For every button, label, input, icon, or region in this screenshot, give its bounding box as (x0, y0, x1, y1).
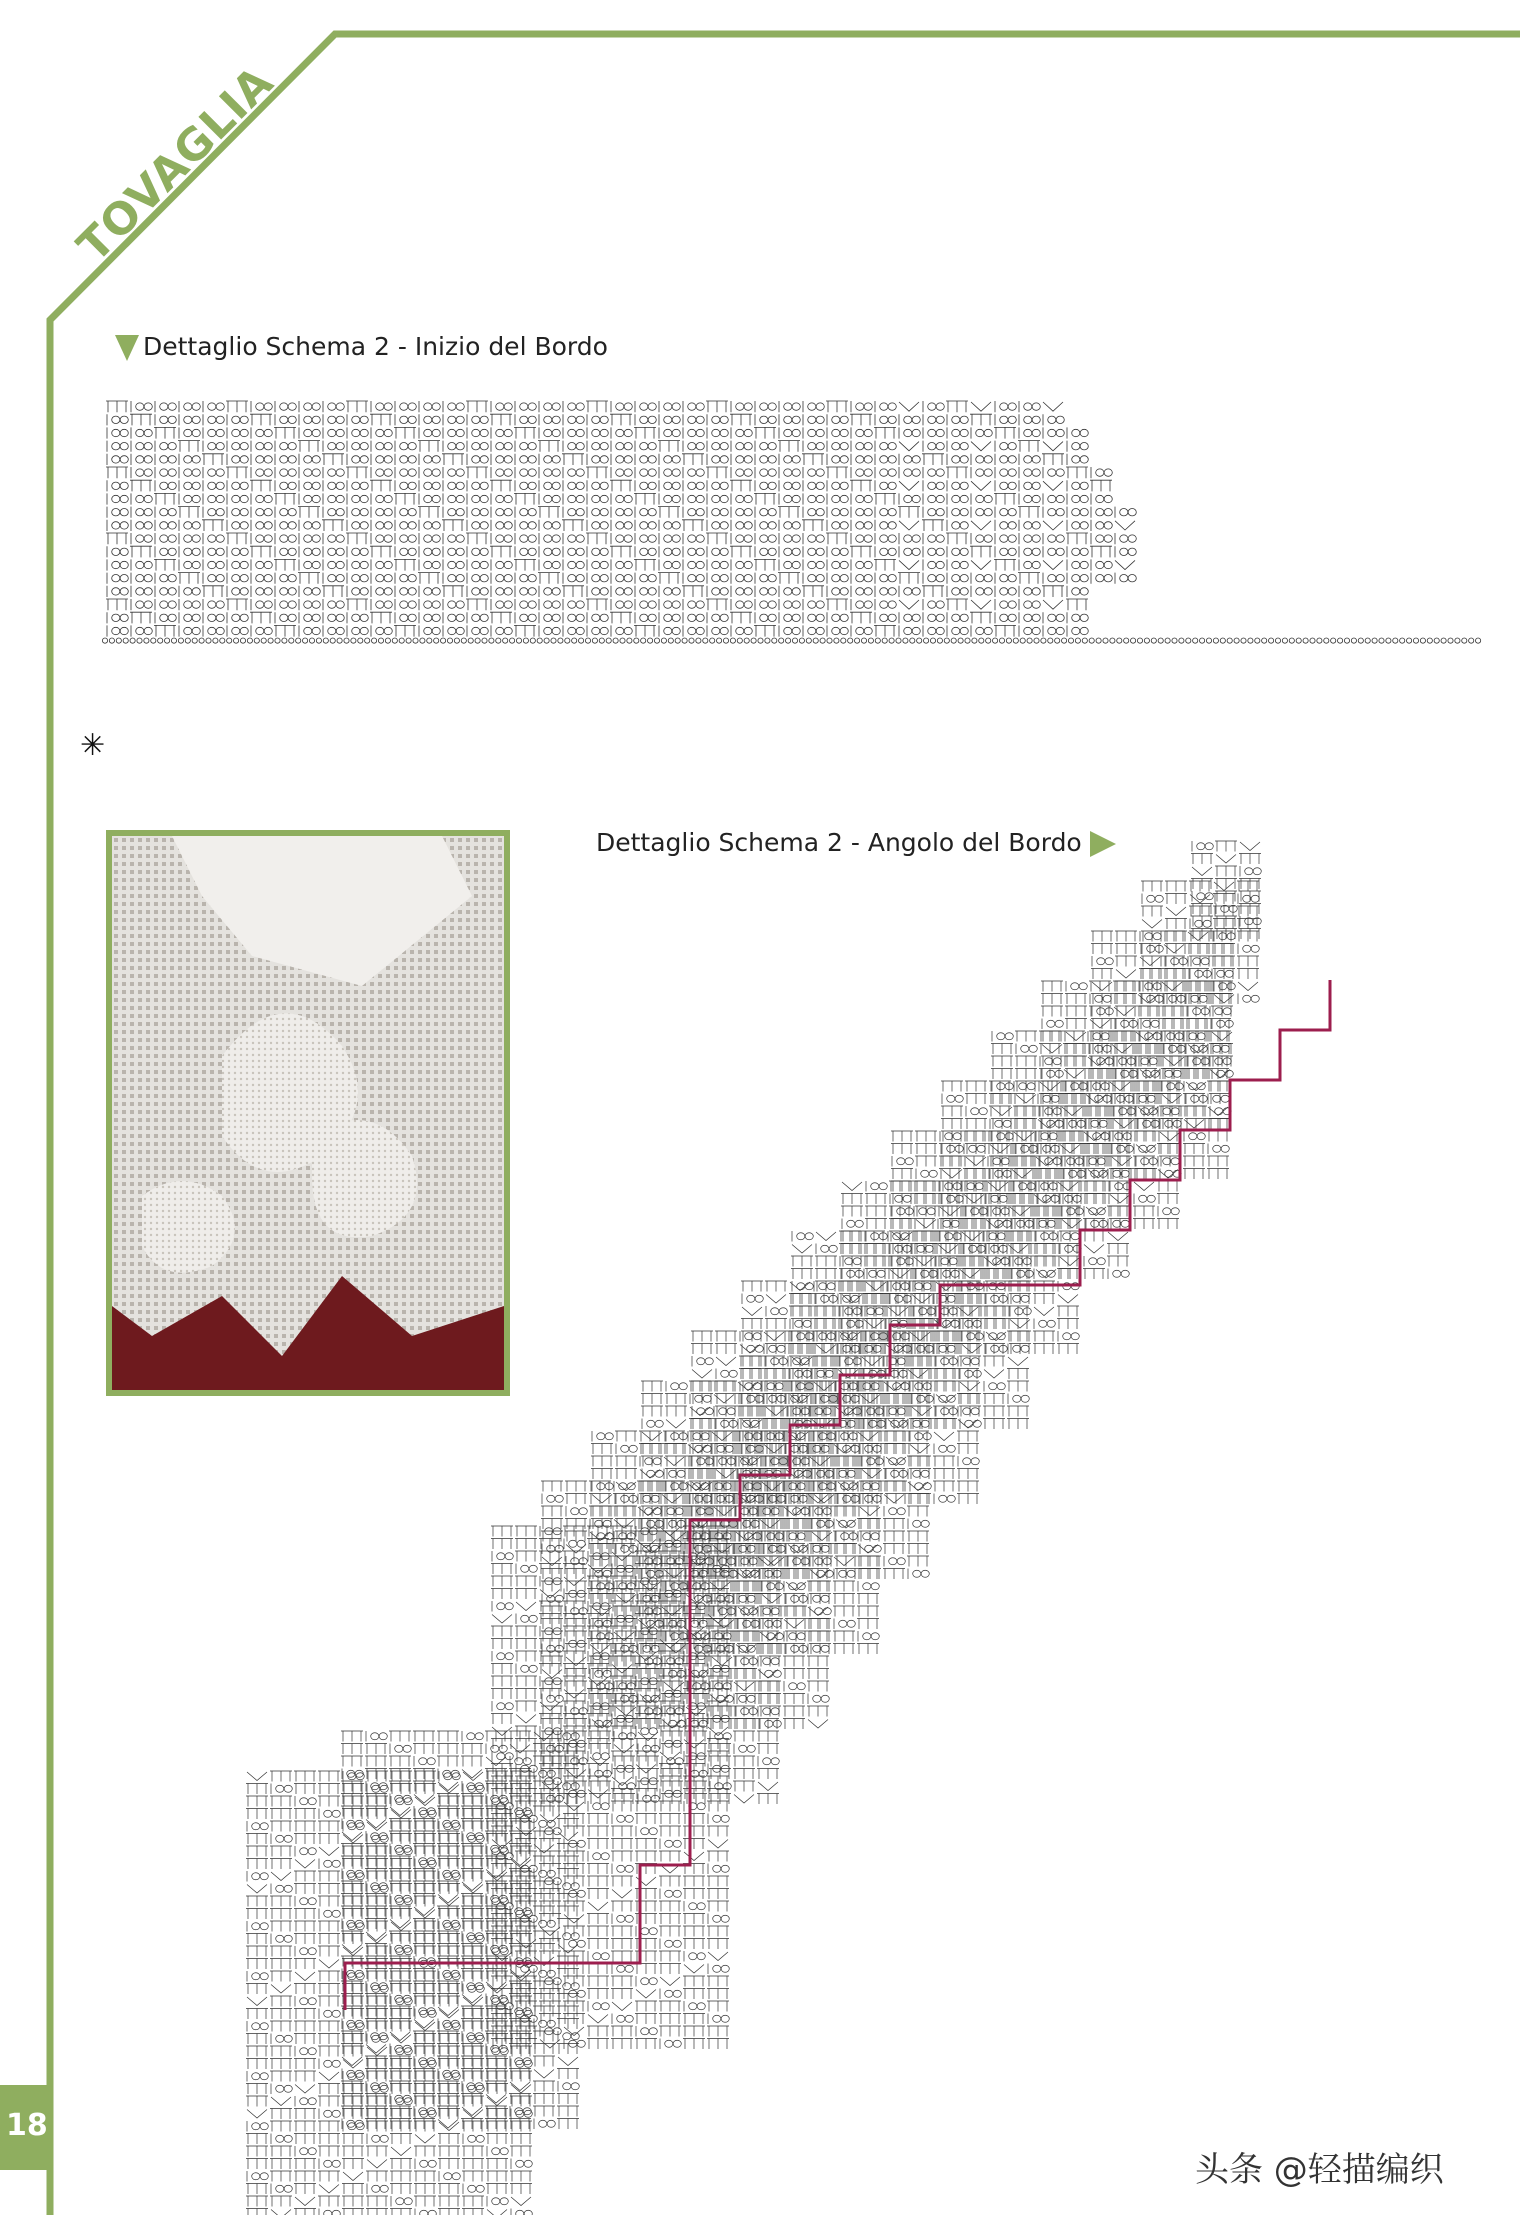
chart1-heading-text: Dettaglio Schema 2 - Inizio del Bordo (143, 332, 608, 361)
page-number: 18 (6, 2108, 48, 2143)
chart2-heading-text: Dettaglio Schema 2 - Angolo del Bordo (596, 828, 1082, 857)
start-marker: ✳ (80, 728, 106, 763)
watermark: 头条 @轻描编织 (1195, 2150, 1444, 2190)
section-tag: TOVAGLIA (68, 56, 284, 273)
